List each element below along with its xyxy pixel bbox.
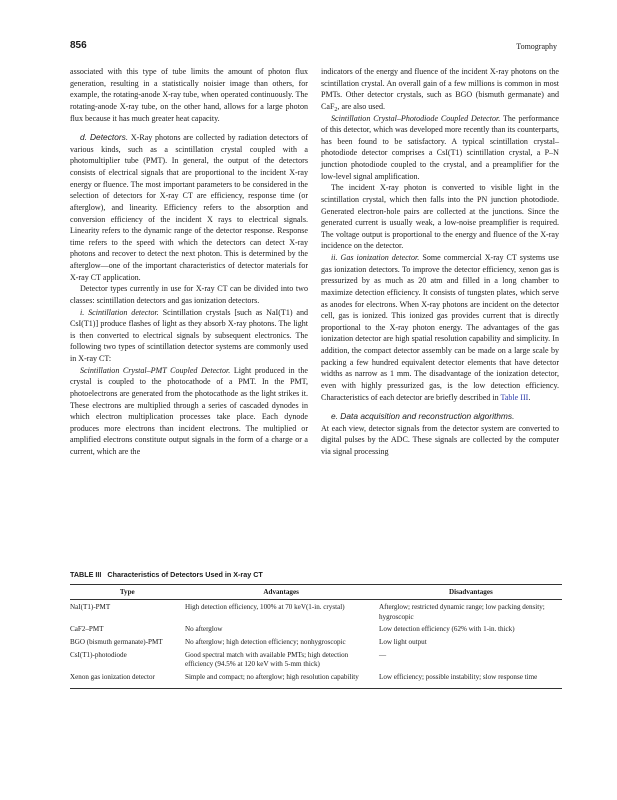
subsection-heading-scintillation: i. Scintillation detector. [80,307,159,317]
table-cell-type: CsI(T1)-photodiode [70,650,127,659]
table-cell-advantages: No afterglow [185,625,223,634]
table-cell-disadvantages: Afterglow; restricted dynamic range; low packing density; hygroscopic [379,603,545,621]
running-title: Tomography [516,42,557,51]
right-column [321,66,559,458]
paragraph: The incident X-ray photon is converted to visible light in the scintillation crystal, which then falls into the PN junction photodiode. Generated electron-hole pairs are collected at the junctions. Since the generated current is usually weak, a low-noise preamplifier is required. The voltage output is proportional to the energy and fluence of the X-ray incidence on the detector. [321,183,559,251]
paragraph-text: , are also used. [337,101,386,111]
table-cell-disadvantages: Low detection efficiency (62% with 1-in. thick) [379,625,515,634]
section-heading-data-acquisition-wrap [321,411,559,423]
paragraph: Detector types currently in use for X-ray CT can be divided into two classes: scintillation detectors and gas ionization detectors. [70,284,308,305]
paragraph-text: Some commercial X-ray CT systems use gas ionization detectors. To improve the detector efficiency, xenon gas is pressurized by as much as 20 atm and filled in a long chamber to maximize detection efficiency. It consists of tungsten plates, which serve as anodes for electrons. When X-ray photons are incident on the detector cell, gas is ionized. This ionized gas provides current that is directly proportional to the X-ray photon energy. The advantages of the gas ionization detector are high spatial resolution capability and simplicity. In addition, the compact detector assembly can be made on a large scale by packing a few hundred equivalent detector elements that have detector widths as narrow as 1 mm. The disadvantage of the ionization detector, even with highly pressurized gas, is the low detection efficiency. Characteristics of each detector are briefly described in [321,253,560,402]
table-cell-disadvantages: — [379,650,387,659]
table-header-row [70,585,562,600]
paragraph: At each view, detector signals from the detector system are converted to digital pulses by the ADC. These signals are collected by the computer via signal processing [321,423,559,456]
table-header-disadvantages: Disadvantages [448,587,493,596]
table-header-advantages: Advantages [263,587,299,596]
table-bottom-rule [70,688,562,689]
table-row [70,635,562,648]
left-column [70,66,308,458]
subsection-heading-pmt: Scintillation Crystal–PMT Coupled Detector. [80,365,231,375]
paragraph [70,132,308,283]
subsection-heading-gas: ii. Gas ionization detector. [331,253,420,262]
subscript: 2 [334,106,338,113]
table-row [70,670,562,683]
table-cell-type: CaF2–PMT [70,625,104,634]
table-caption-label: TABLE III [70,570,102,579]
table-cell-advantages: Simple and compact; no afterglow; high resolution capability [185,672,359,681]
table-cell-advantages: High detection efficiency, 100% at 70 keV(1-in. crystal) [185,603,345,612]
table-row [70,648,562,670]
paragraph: associated with this type of tube limits the amount of photon flux generation, resulting in a statistically noisier image than others, for example, the rotating-anode X-ray tube, when operated continuously. The rotating-anode X-ray tube, on the other hand, allows for a large photon flux because it has much greater heat capacity. [70,67,308,123]
paragraph-text: indicators of the energy and fluence of the incident X-ray photons on the scintillation crystal. An overall gain of a few millions is common in most PMTs. Other detector crystals, such as BGO (bismuth germanate) and CaF [321,67,559,111]
table-header-type: Type [119,587,135,596]
paragraph [70,365,308,458]
section-heading-data-acquisition: e. Data acquisition and reconstruction algorithms. [331,411,515,422]
paragraph [70,307,308,365]
table-row [70,622,562,635]
paragraph-text: X-Ray photons are collected by radiation detectors of various kinds, such as a scintillation crystal coupled with a photomultiplier tube (PMT). In general, the output of the detectors consists of electrical signals that are proportional to the incident X-ray energy or fluence. The most important parameters to be considered in the selection of detectors for X-ray CT are efficiency, response time (or afterglow), and linearity. Efficiency refers to the absorption and conversion efficiency of the incident X rays to electrical signals. Linearity refers to the dynamic range of the detector response. Response time refers to the speed with which the detectors can detect X-ray photons and recover to detect the next photon. This is determined by the afterglow—one of the important characteristics of detector materials for X-ray CT application. [70,133,308,282]
table-body [70,600,562,688]
table-row [70,600,562,622]
subsection-heading-photodiode: Scintillation Crystal–Photodiode Coupled Detector. [331,113,501,123]
table-cell-disadvantages: Low efficiency; possible instability; slow response time [379,672,538,681]
detector-table [70,570,562,689]
paragraph [321,113,559,183]
table-cell-type: Xenon gas ionization detector [70,672,155,681]
table-cell-advantages: No afterglow; high detection efficiency; nonhygroscopic [185,637,346,646]
paragraph [321,252,559,403]
paragraph-text: Light produced in the crystal is coupled to the photocathode of a PMT. In the PMT, photoelectrons are generated from the photocathode as the light strikes it. These electrons are multiplied through a series of cascaded dynodes in which electron multiplication processes take place. Each dynode produces more electrons than incident electrons. The multiplied or amplified electrons constitute output signals in the form of a charge or a current, which are the [70,365,308,456]
table-cell-advantages: Good spectral match with available PMTs; high detection efficiency (94.5% at 120 keV with 5-mm thick) [185,650,349,669]
paragraph [321,66,559,113]
paragraph-text: The performance of this detector, which was developed more recently than its counterparts, has been found to be satisfactory. A typical scintillation crystal–photodiode detector comprises a CsI(T1) scintillation crystal, a P–N junction photodiode coupled to the crystal, and a preamplifier for the low-level signal amplification. [321,113,560,181]
table-cell-type: NaI(T1)-PMT [70,603,111,612]
table-cell-type: BGO (bismuth germanate)-PMT [70,637,163,646]
table-cell-disadvantages: Low light output [379,637,427,646]
table-caption-text: Characteristics of Detectors Used in X-ray CT [107,570,263,579]
page-number: 856 [70,40,87,51]
paragraph-text: . [528,392,531,402]
paragraph-text: Scintillation crystals [such as NaI(T1) and CsI(T1)] produce flashes of light as they absorb X-ray photons. The light is then converted to electrical signals by subsequent electronics. The following two types of scintillation detector systems are commonly used in X-ray CT: [70,307,309,363]
table-caption [70,570,562,580]
table-iii-link[interactable]: Table III [500,392,529,402]
section-heading-detectors: d. Detectors. [80,132,129,143]
